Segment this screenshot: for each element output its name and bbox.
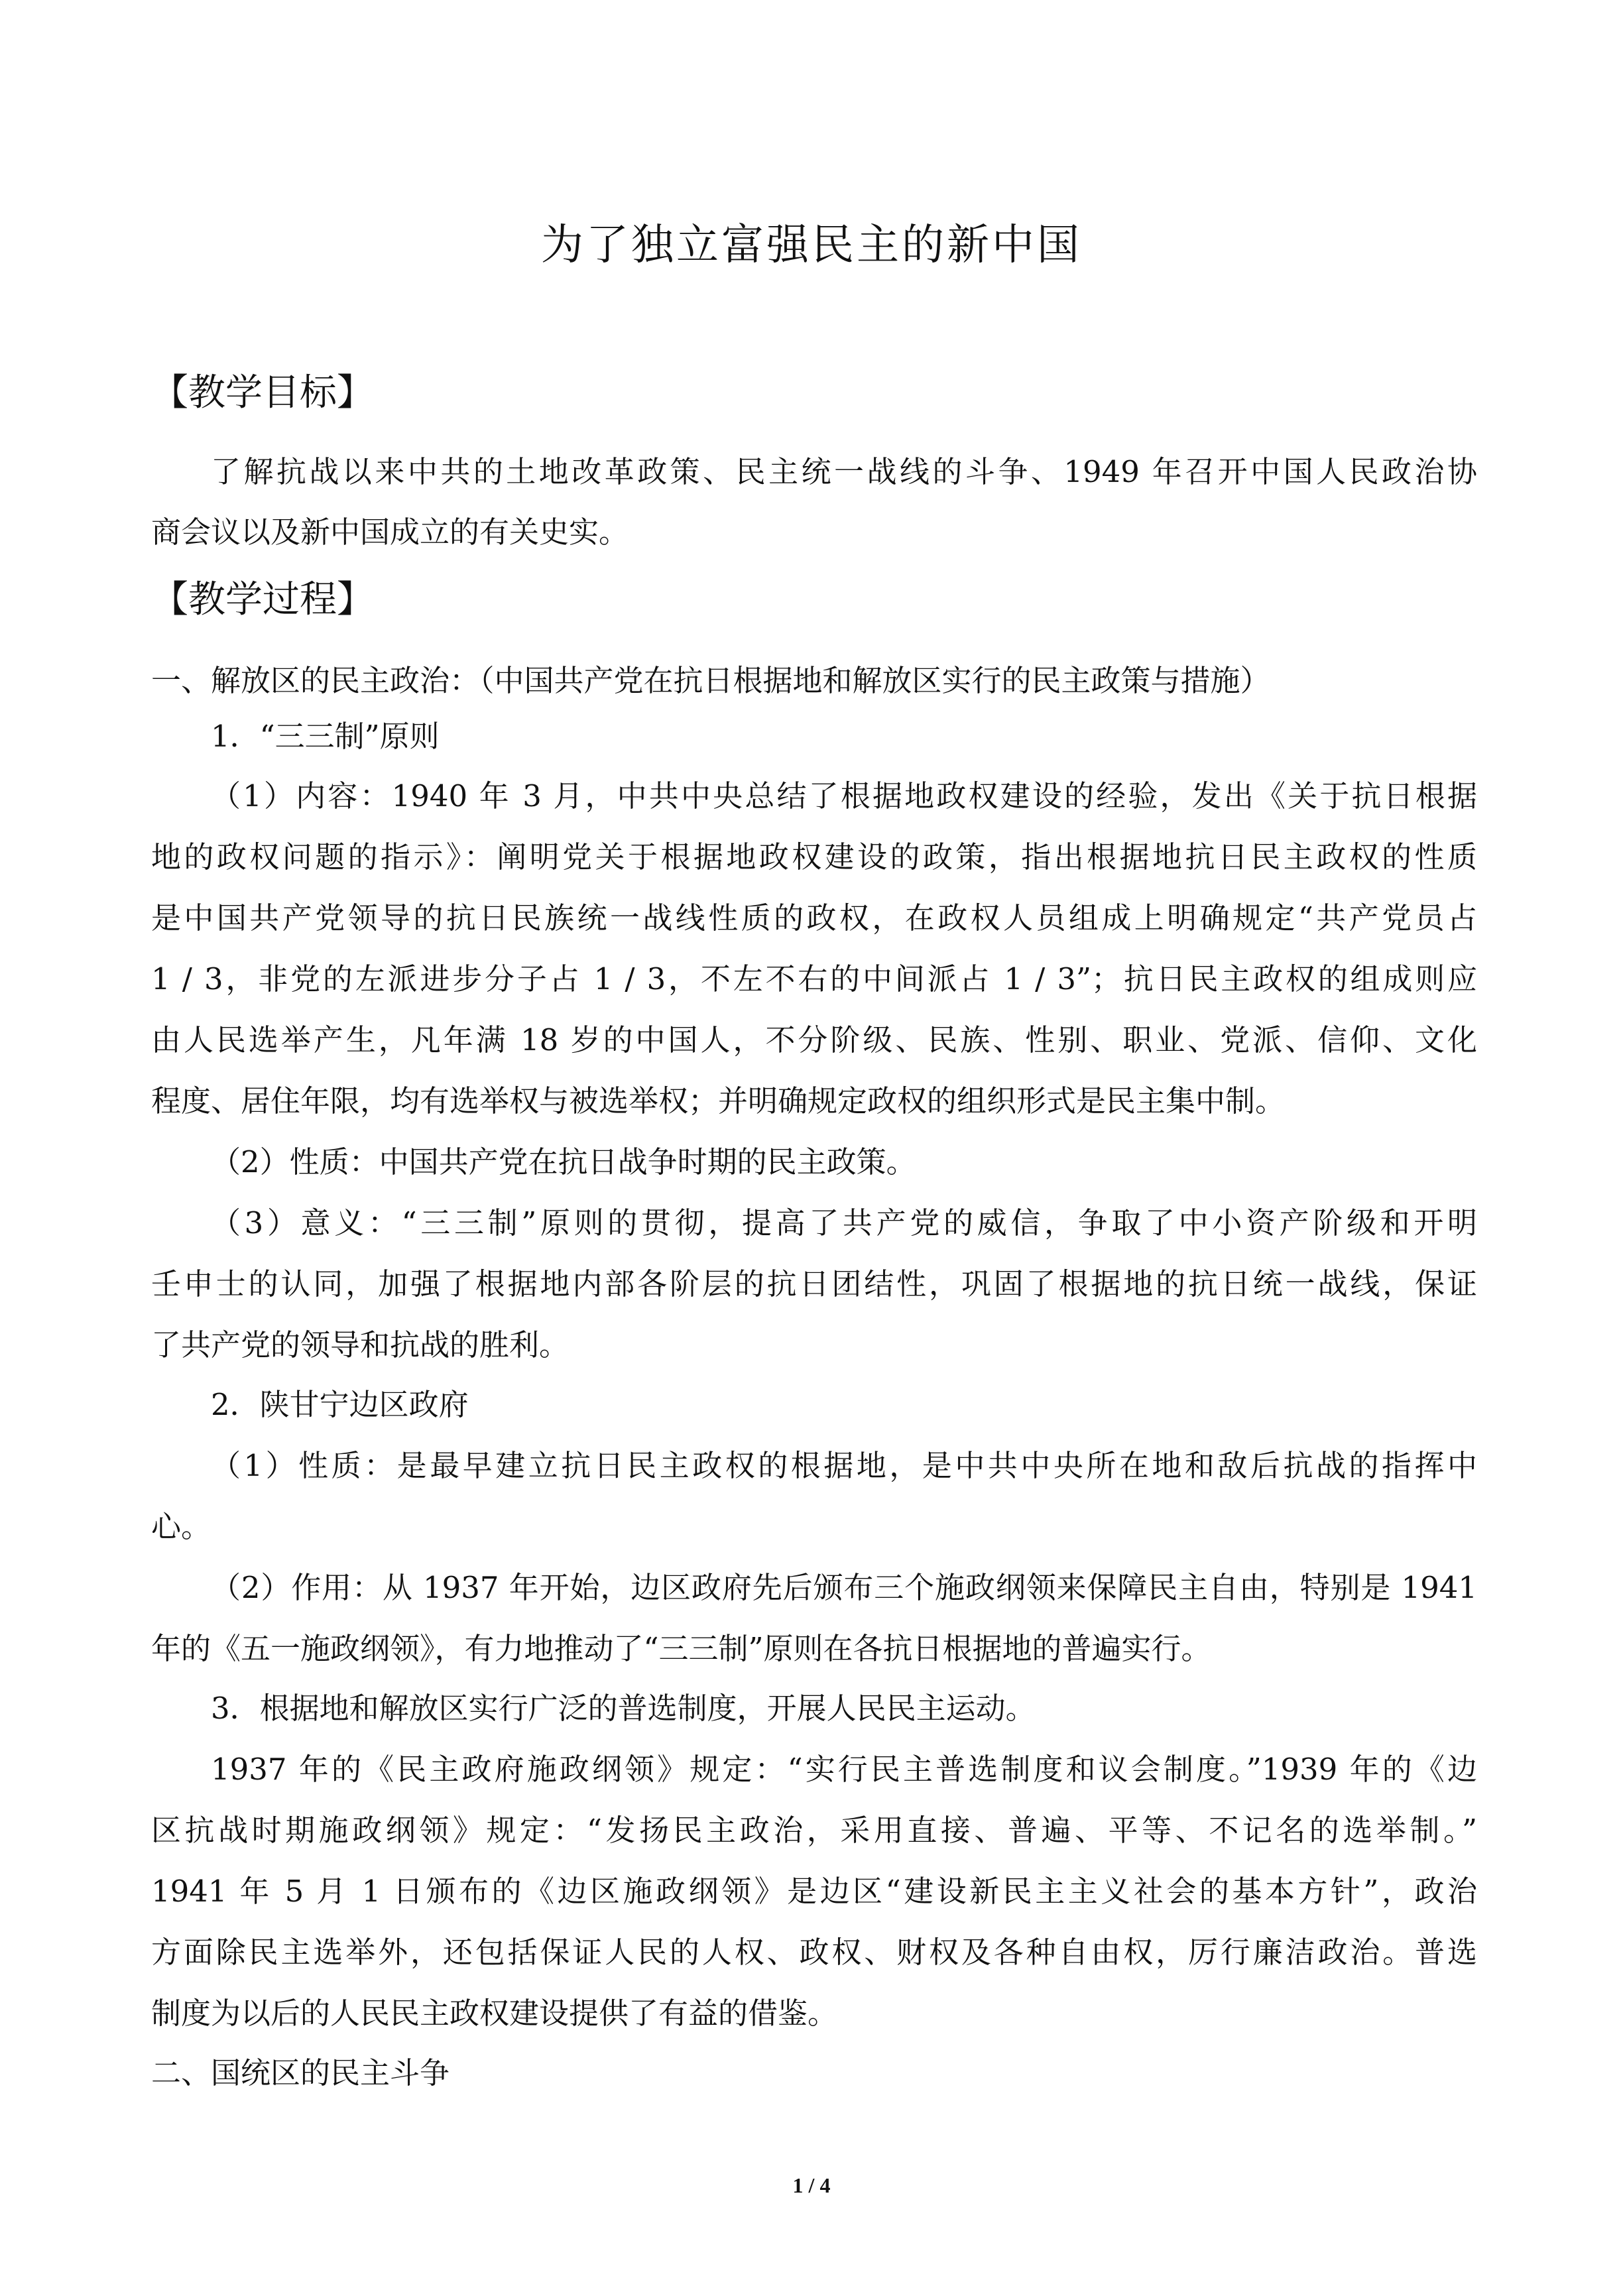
paragraph-line: 心。 xyxy=(151,1509,211,1544)
section-heading-2: 二、国统区的民主斗争 xyxy=(151,2055,450,2090)
paragraph-line: （3）意义：“三三制”原则的贯彻，提高了共产党的威信，争取了中小资产阶级和开明 xyxy=(211,1205,1477,1240)
subheading: 1．“三三制”原则 xyxy=(211,719,440,754)
subheading: 3．根据地和解放区实行广泛的普选制度，开展人民民主运动。 xyxy=(211,1691,1036,1726)
paragraph-line: 了共产党的领导和抗战的胜利。 xyxy=(151,1327,570,1362)
paragraph-line: （1）内容：1940 年 3 月，中共中央总结了根据地政权建设的经验，发出《关于抗日根据 xyxy=(211,778,1477,814)
paragraph-line: （2）作用：从 1937 年开始，边区政府先后颁布三个施政纲领来保障民主自由，特别是 1941 xyxy=(211,1570,1477,1605)
paragraph-line: 由人民选举产生，凡年满 18 岁的中国人，不分阶级、民族、性别、职业、党派、信仰、文化 xyxy=(151,1022,1477,1057)
subheading: 2．陕甘宁边区政府 xyxy=(211,1387,469,1422)
paragraph-line: 1941 年 5 月 1 日颁布的《边区施政纲领》是边区“建设新民主主义社会的基本方针”，政治 xyxy=(151,1874,1477,1909)
paragraph-line: 壬申士的认同，加强了根据地内部各阶层的抗日团结性，巩固了根据地的抗日统一战线，保证 xyxy=(151,1266,1477,1301)
page-title: 为了独立富强民主的新中国 xyxy=(541,221,1082,270)
section-heading-1: 一、解放区的民主政治：（中国共产党在抗日根据地和解放区实行的民主政策与措施） xyxy=(151,663,1270,698)
paragraph-line: 商会议以及新中国成立的有关史实。 xyxy=(151,514,629,550)
paragraph-line: （1）性质：是最早建立抗日民主政权的根据地，是中共中央所在地和敌后抗战的指挥中 xyxy=(211,1448,1477,1483)
section-heading-process: 【教学过程】 xyxy=(151,578,374,621)
paragraph-line: 地的政权问题的指示》：阐明党关于根据地政权建设的政策，指出根据地抗日民主政权的性质 xyxy=(151,839,1477,875)
paragraph-line: 程度、居住年限，均有选举权与被选举权；并明确规定政权的组织形式是民主集中制。 xyxy=(151,1083,1286,1118)
paragraph-line: 了解抗战以来中共的土地改革政策、民主统一战线的斗争、1949 年召开中国人民政治协 xyxy=(211,454,1477,489)
paragraph-line: 区抗战时期施政纲领》规定：“发扬民主政治，采用直接、普遍、平等、不记名的选举制。” xyxy=(151,1813,1477,1848)
section-heading-objectives: 【教学目标】 xyxy=(151,371,374,414)
paragraph-line: 1937 年的《民主政府施政纲领》规定：“实行民主普选制度和议会制度。”1939 年的《边 xyxy=(211,1752,1477,1787)
paragraph-line: 1 / 3，非党的左派进步分子占 1 / 3，不左不右的中间派占 1 / 3”；抗日民主政权的组成则应 xyxy=(151,961,1477,997)
paragraph-line: （2）性质：中国共产党在抗日战争时期的民主政策。 xyxy=(211,1144,916,1179)
paragraph-line: 方面除民主选举外，还包括保证人民的人权、政权、财权及各种自由权，厉行廉洁政治。普选 xyxy=(151,1935,1477,1970)
page-number: 1 / 4 xyxy=(792,2173,831,2197)
paragraph-line: 是中国共产党领导的抗日民族统一战线性质的政权，在政权人员组成上明确规定“共产党员占 xyxy=(151,900,1477,936)
paragraph-line: 制度为以后的人民民主政权建设提供了有益的借鉴。 xyxy=(151,1996,838,2031)
paragraph-line: 年的《五一施政纲领》，有力地推动了“三三制”原则在各抗日根据地的普遍实行。 xyxy=(151,1631,1211,1666)
